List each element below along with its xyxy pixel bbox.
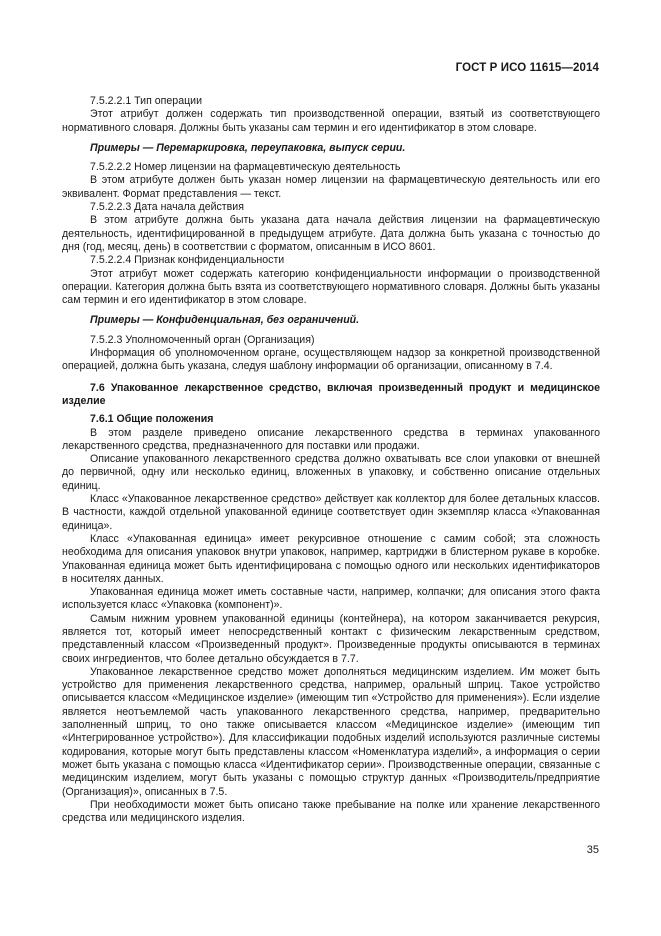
- subsection-heading: 7.5.2.3 Уполномоченный орган (Организация): [90, 333, 315, 346]
- paragraph: В этом разделе приведено описание лекарственного средства в терминах упакованного лекарственного средства, предназначенного для поставки или продажи.: [62, 426, 600, 452]
- paragraph: В этом атрибуте должна быть указана дата начала действия лицензии на фармацевтическую деятельность, идентифицированной в предыдущем атрибуте. Дата должна быть указана с точностью до дня (год, месяц, день) в соответствии с форматом, описанным в ИСО 8601.: [62, 214, 600, 253]
- document-header: ГОСТ Р ИСО 11615—2014: [455, 62, 599, 74]
- paragraph: Этот атрибут должен содержать тип производственной операции, взятый из соответствующего нормативного словаря. Должны быть указаны сам термин и его идентификатор в этом словаре.: [62, 108, 600, 134]
- subsection-heading: 7.5.2.2.3 Дата начала действия: [90, 201, 244, 214]
- paragraph: В этом атрибуте должен быть указан номер лицензии на фармацевтическую деятельность или его эквивалент. Формат представления — текст.: [62, 174, 600, 200]
- paragraph: Упакованное лекарственное средство может дополняться медицинским изделием. Им может быть устройство для применения лекарственного средства, например, оральный шприц. Такое устройство описывается классом «Медицинское изделие» (имеющим тип «Устройство для применения»). Если изделие является неотъемлемой часть упакованного лекарственного средства, например, предварительно заполненный шприц, то оно также описывается классом «Медицинское изделие» (имеющим тип «Интегрированное устройство»). Для классификации подобных изделий используются различные системы кодирования, которые могут быть представлены классом «Номенклатура изделий», а информация о серии может быть указана с помощью класса «Идентификатор серии». Производственные операции, связанные с медицинским изделием, могут быть указаны с помощью структур данных «Производитель/предприятие (Организация)», описанных в 7.5.: [62, 665, 600, 798]
- subsection-title: 7.6.1 Общие положения: [90, 413, 214, 426]
- subsection-heading: 7.5.2.2.2 Номер лицензии на фармацевтическую деятельность: [90, 161, 401, 174]
- paragraph: Описание упакованного лекарственного средства должно охватывать все слои упаковки от внешней до первичной, одну или несколько единиц, вложенных в упаковку, и собственно описание отдельных единиц.: [62, 453, 600, 492]
- paragraph: Класс «Упакованная единица» имеет рекурсивное отношение с самим собой; эта сложность необходима для описания упаковок внутри упаковок, например, картриджи в блистерном рукаве в коробке. Упакованная единица может быть идентифицирована с помощью одного или нескольких идентификаторов в носителях данных.: [62, 532, 600, 585]
- section-title: 7.6 Упакованное лекарственное средство, включая произведенный продукт и медицинское изделие: [62, 381, 600, 407]
- document-body: [62, 95, 600, 825]
- paragraph: Информация об уполномоченном органе, осуществляющем надзор за конкретной производственной операцией, должна быть указана, следуя шаблону информации об организации, описанному в 7.4.: [62, 347, 600, 373]
- paragraph: Класс «Упакованное лекарственное средство» действует как коллектор для более детальных классов. В частности, каждой отдельной упакованной единице соответствует один экземпляр класса «Упакованная единица».: [62, 493, 600, 532]
- subsection-heading: 7.5.2.2.4 Признак конфиденциальности: [90, 254, 285, 267]
- subsection-heading: 7.5.2.2.1 Тип операции: [90, 95, 202, 107]
- example-line: Примеры — Конфиденциальная, без ограничений.: [90, 314, 360, 327]
- example-line: Примеры — Перемаркировка, переупаковка, выпуск серии.: [90, 141, 406, 154]
- paragraph: Самым нижним уровнем упакованной единицы (контейнера), на котором заканчивается рекурсия, является тот, который имеет непосредственный контакт с физическим лекарственным средством, представленный классом «Произведенный продукт». Произведенные продукты описываются в терминах своих ингредиентов, что более детально обсуждается в 7.7.: [62, 612, 600, 665]
- paragraph: Этот атрибут может содержать категорию конфиденциальности информации о производственной операции. Категория должна быть взята из соответствующего нормативного словаря. Должны быть указаны сам термин и его идентификатор в этом словаре.: [62, 267, 600, 307]
- paragraph: Упакованная единица может иметь составные части, например, колпачки; для описания этого факта используется класс «Упаковка (компонент)».: [62, 586, 600, 612]
- page-number: 35: [586, 844, 599, 856]
- paragraph: При необходимости может быть описано также пребывание на полке или хранение лекарственного средства или медицинского изделия.: [62, 798, 600, 825]
